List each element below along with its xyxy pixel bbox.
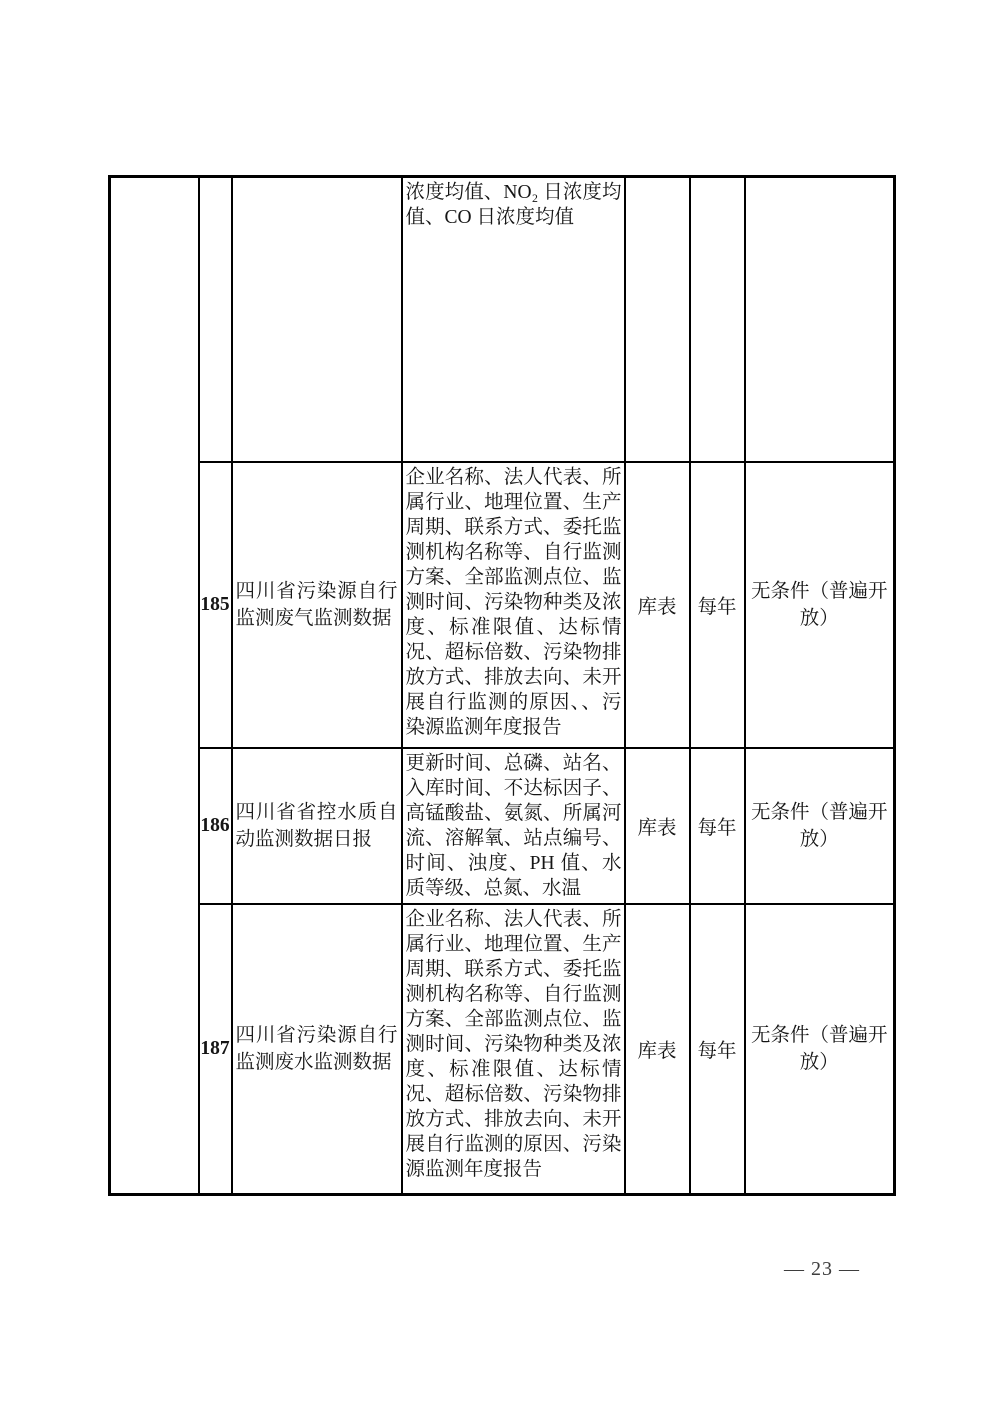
data-items-cell: 浓度均值、NO₂ 日浓度均值、CO 日浓度均值 <box>402 177 625 462</box>
open-condition-cell: 无条件（普遍开放） <box>745 462 895 748</box>
table-row <box>110 462 895 748</box>
open-data-catalog-table <box>108 175 896 1196</box>
update-frequency-cell <box>690 177 745 462</box>
update-frequency-cell: 每年 <box>690 904 745 1195</box>
data-items-cell: 企业名称、法人代表、所属行业、地理位置、生产周期、联系方式、委托监测机构名称等、自行监测方案、全部监测点位、监测时间、污染物种类及浓度、标准限值、达标情况、超标倍数、污染物排放方式、排放去向、未开展自行监测的原因、污染源监测年度报告 <box>402 904 625 1195</box>
update-frequency-cell: 每年 <box>690 748 745 904</box>
row-number-cell <box>199 177 232 462</box>
update-frequency-cell: 每年 <box>690 462 745 748</box>
dataset-name-cell: 四川省污染源自行监测废水监测数据 <box>232 904 402 1195</box>
dataset-name-cell: 四川省省控水质自动监测数据日报 <box>232 748 402 904</box>
carrier-type-cell: 库表 <box>625 462 690 748</box>
open-condition-cell: 无条件（普遍开放） <box>745 748 895 904</box>
carrier-type-cell <box>625 177 690 462</box>
row-number-cell: 187 <box>199 904 232 1195</box>
carrier-type-cell: 库表 <box>625 904 690 1195</box>
table-row <box>110 904 895 1195</box>
dataset-name-cell <box>232 177 402 462</box>
open-condition-cell: 无条件（普遍开放） <box>745 904 895 1195</box>
data-items-cell: 企业名称、法人代表、所属行业、地理位置、生产周期、联系方式、委托监测机构名称等、自行监测方案、全部监测点位、监测时间、污染物种类及浓度、标准限值、达标情况、超标倍数、污染物排放方式、排放去向、未开展自行监测的原因、、污染源监测年度报告 <box>402 462 625 748</box>
row-number-cell: 185 <box>199 462 232 748</box>
table-row <box>110 748 895 904</box>
dataset-name-cell: 四川省污染源自行监测废气监测数据 <box>232 462 402 748</box>
open-condition-cell <box>745 177 895 462</box>
row-number-cell: 186 <box>199 748 232 904</box>
table-row-continuation <box>110 177 895 462</box>
page-number: — 23 — <box>784 1258 860 1280</box>
category-cell <box>110 177 199 1195</box>
carrier-type-cell: 库表 <box>625 748 690 904</box>
data-items-cell: 更新时间、总磷、站名、入库时间、不达标因子、高锰酸盐、氨氮、所属河流、溶解氧、站点编号、时间、浊度、PH 值、水质等级、总氮、水温 <box>402 748 625 904</box>
